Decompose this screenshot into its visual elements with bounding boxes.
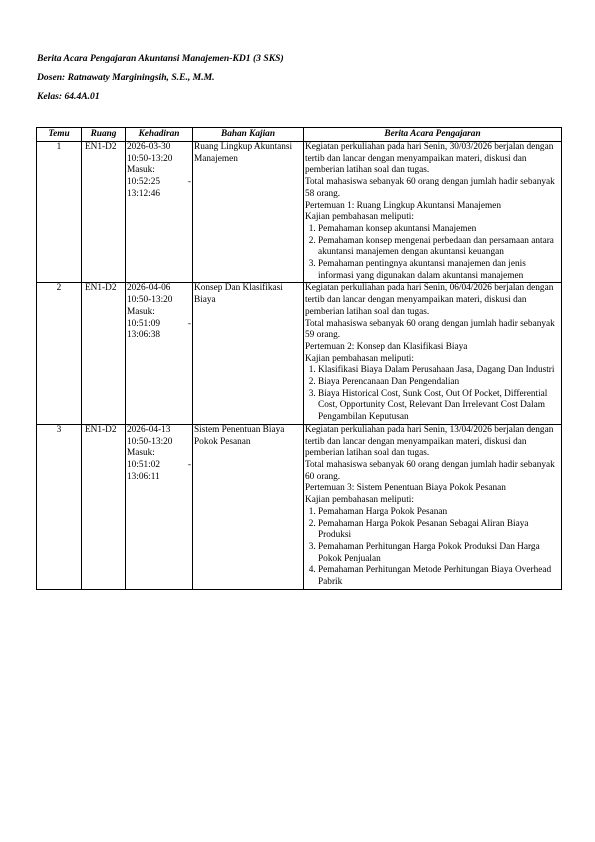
report-topic-list xyxy=(305,365,560,424)
attendance-separator: - xyxy=(187,318,191,329)
attendance-masuk-label: Masuk: xyxy=(127,165,155,176)
report-attendance-total: Total mahasiswa sebanyak 60 orang dengan jumlah hadir sebanyak 59 orang. xyxy=(305,318,555,341)
column-header-ruang: Ruang xyxy=(82,128,126,142)
cell-kehadiran xyxy=(126,283,193,424)
table-row xyxy=(37,424,562,589)
report-topic-item: 1. Klasifikasi Biaya Dalam Perusahaan Jasa, Dagang Dan Industri xyxy=(318,365,560,377)
report-attendance-total: Total mahasiswa sebanyak 60 orang dengan jumlah hadir sebanyak 58 orang. xyxy=(305,177,555,199)
document-title: Berita Acara Pengajaran Akuntansi Manajemen-KD1 (3 SKS) xyxy=(37,53,284,64)
report-attendance-total: Total mahasiswa sebanyak 60 orang dengan jumlah hadir sebanyak 60 orang. xyxy=(305,459,555,482)
attendance-date: 2026-04-13 xyxy=(127,424,171,435)
cell-ruang: EN1-D2 xyxy=(82,142,126,283)
attendance-date: 2026-04-06 xyxy=(127,283,171,294)
report-meeting-topic: Pertemuan 2: Konsep dan Klasifikasi Biaya xyxy=(305,341,468,352)
attendance-check-out: 13:06:11 xyxy=(127,471,160,482)
cell-berita-acara xyxy=(304,283,562,424)
report-topic-item: 1. Pemahaman konsep akuntansi Manajemen xyxy=(318,224,560,236)
cell-bahan-kajian: Konsep Dan Klasifikasi Biaya xyxy=(193,283,304,424)
report-topic-item: 2. Pemahaman Harga Pokok Pesanan Sebagai Aliran Biaya Produksi xyxy=(318,519,560,542)
report-topic-item: 3. Biaya Historical Cost, Sunk Cost, Out Of Pocket, Differential Cost, Opportunity Cost, Relevant Dan Irrelevant Cost Dalam Pengambilan Keputusan xyxy=(318,389,560,424)
report-topic-item: 1. Pemahaman Harga Pokok Pesanan xyxy=(318,507,560,519)
class-code: Kelas: 64.4A.01 xyxy=(37,91,100,102)
column-header-berita-acara: Berita Acara Pengajaran xyxy=(304,128,562,142)
report-summary: Kegiatan perkuliahan pada hari Senin, 13/04/2026 berjalan dengan tertib dan lancar dengan menyampaikan materi, diskusi dan pemberian latihan soal dan tugas. xyxy=(305,424,554,459)
attendance-check-in: 10:52:25 xyxy=(127,177,161,188)
table-body xyxy=(37,142,562,590)
report-topic-item: 2. Biaya Perencanaan Dan Pengendalian xyxy=(318,377,560,389)
report-meeting-topic: Pertemuan 3: Sistem Penentuan Biaya Pokok Pesanan xyxy=(305,483,506,494)
cell-temu: 2 xyxy=(37,283,82,424)
column-header-temu: Temu xyxy=(37,128,82,142)
table-row xyxy=(37,142,562,283)
lecturer-name: Dosen: Ratnawaty Marginingsih, S.E., M.M. xyxy=(37,72,215,83)
cell-kehadiran xyxy=(126,424,193,589)
table-header-row xyxy=(37,128,562,142)
attendance-date: 2026-03-30 xyxy=(127,142,171,152)
report-topic-item: 2. Pemahaman konsep mengenai perbedaan dan persamaan antara akuntansi manajemen dengan akuntansi keuangan xyxy=(318,236,560,259)
attendance-schedule: 10:50-13:20 xyxy=(127,295,173,306)
attendance-separator: - xyxy=(187,459,191,470)
cell-ruang: EN1-D2 xyxy=(82,283,126,424)
attendance-separator: - xyxy=(187,177,191,188)
report-scope-label: Kajian pembahasan meliputi: xyxy=(305,353,414,364)
attendance-check-in-row xyxy=(127,177,191,189)
attendance-check-in: 10:51:09 xyxy=(127,318,161,329)
table-row xyxy=(37,283,562,424)
cell-berita-acara xyxy=(304,424,562,589)
report-topic-item: 3. Pemahaman Perhitungan Harga Pokok Produksi Dan Harga Pokok Penjualan xyxy=(318,542,560,565)
cell-ruang: EN1-D2 xyxy=(82,424,126,589)
cell-kehadiran xyxy=(126,142,193,283)
attendance-schedule: 10:50-13:20 xyxy=(127,436,173,447)
cell-berita-acara xyxy=(304,142,562,283)
report-scope-label: Kajian pembahasan meliputi: xyxy=(305,212,414,223)
report-summary: Kegiatan perkuliahan pada hari Senin, 06/04/2026 berjalan dengan tertib dan lancar dengan menyampaikan materi, diskusi dan pemberian latihan soal dan tugas. xyxy=(305,283,554,317)
report-scope-label: Kajian pembahasan meliputi: xyxy=(305,495,414,506)
attendance-masuk-label: Masuk: xyxy=(127,306,155,317)
report-topic-item: 3. Pemahaman pentingnya akuntansi manajemen dan jenis informasi yang digunakan dalam akuntansi manajemen xyxy=(318,259,560,282)
report-summary: Kegiatan perkuliahan pada hari Senin, 30/03/2026 berjalan dengan tertib dan lancar dengan menyampaikan materi, diskusi dan pemberian latihan soal dan tugas. xyxy=(305,142,554,176)
teaching-record-table xyxy=(36,127,562,590)
attendance-masuk-label: Masuk: xyxy=(127,448,155,459)
attendance-check-in-row xyxy=(127,319,191,331)
cell-temu: 1 xyxy=(37,142,82,283)
report-meeting-topic: Pertemuan 1: Ruang Lingkup Akuntansi Manajemen xyxy=(305,200,501,211)
cell-bahan-kajian: Sistem Penentuan Biaya Pokok Pesanan xyxy=(193,424,304,589)
column-header-kehadiran: Kehadiran xyxy=(126,128,193,142)
attendance-check-out: 13:12:46 xyxy=(127,188,161,199)
column-header-bahan-kajian: Bahan Kajian xyxy=(193,128,304,142)
report-topic-list xyxy=(305,507,560,589)
report-topic-list xyxy=(305,224,560,283)
attendance-check-in: 10:51:02 xyxy=(127,459,161,470)
attendance-check-in-row xyxy=(127,460,191,472)
attendance-check-out: 13:06:38 xyxy=(127,330,161,341)
cell-temu: 3 xyxy=(37,424,82,589)
attendance-schedule: 10:50-13:20 xyxy=(127,153,173,164)
cell-bahan-kajian: Ruang Lingkup Akuntansi Manajemen xyxy=(193,142,304,283)
report-topic-item: 4. Pemahaman Perhitungan Metode Perhitungan Biaya Overhead Pabrik xyxy=(318,565,560,588)
